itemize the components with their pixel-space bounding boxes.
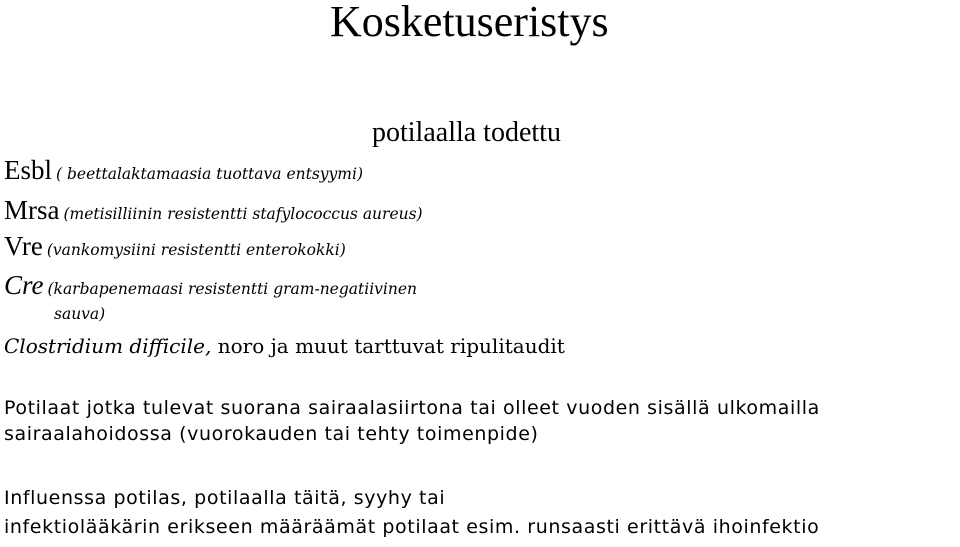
paragraph-line: Influenssa potilas, potilaalla täitä, syyhy tai (4, 487, 446, 509)
paragraph-line: sairaalahoidossa (vuorokauden tai tehty toimenpide) (4, 423, 539, 445)
condition-note: (vankomysiini resistentti enterokokki) (46, 241, 346, 259)
condition-row-cre (4, 269, 417, 306)
condition-row-esbl (4, 154, 363, 191)
condition-note: (metisilliinin resistentti stafylococcus aureus) (63, 205, 423, 223)
condition-term: Mrsa (4, 195, 60, 225)
condition-term: Vre (4, 231, 43, 261)
clostridium-name: Clostridium difficile, (4, 334, 212, 358)
subheading: potilaalla todettu (372, 117, 561, 148)
condition-term: Esbl (4, 155, 53, 185)
page-title: Kosketuseristys (330, 0, 609, 46)
condition-row-vre (4, 230, 346, 267)
condition-row-clostridium (4, 331, 565, 364)
paragraph-line: Potilaat jotka tulevat suorana sairaalasiirtona tai olleet vuoden sisällä ulkomailla (4, 397, 820, 419)
paragraph-line: infektiolääkärin erikseen määräämät potilaat esim. runsaasti erittävä ihoinfektio (4, 516, 820, 538)
condition-note: (karbapenemaasi resistentti gram-negatiivinen (47, 280, 418, 298)
condition-note: ( beettalaktamaasia tuottava entsyymi) (56, 165, 363, 183)
condition-note-cont: sauva) (54, 305, 106, 323)
condition-note-continuation (54, 303, 105, 326)
condition-row-mrsa (4, 194, 423, 231)
condition-term: Cre (4, 270, 44, 300)
clostridium-rest: noro ja muut tarttuvat ripulitaudit (211, 334, 565, 358)
